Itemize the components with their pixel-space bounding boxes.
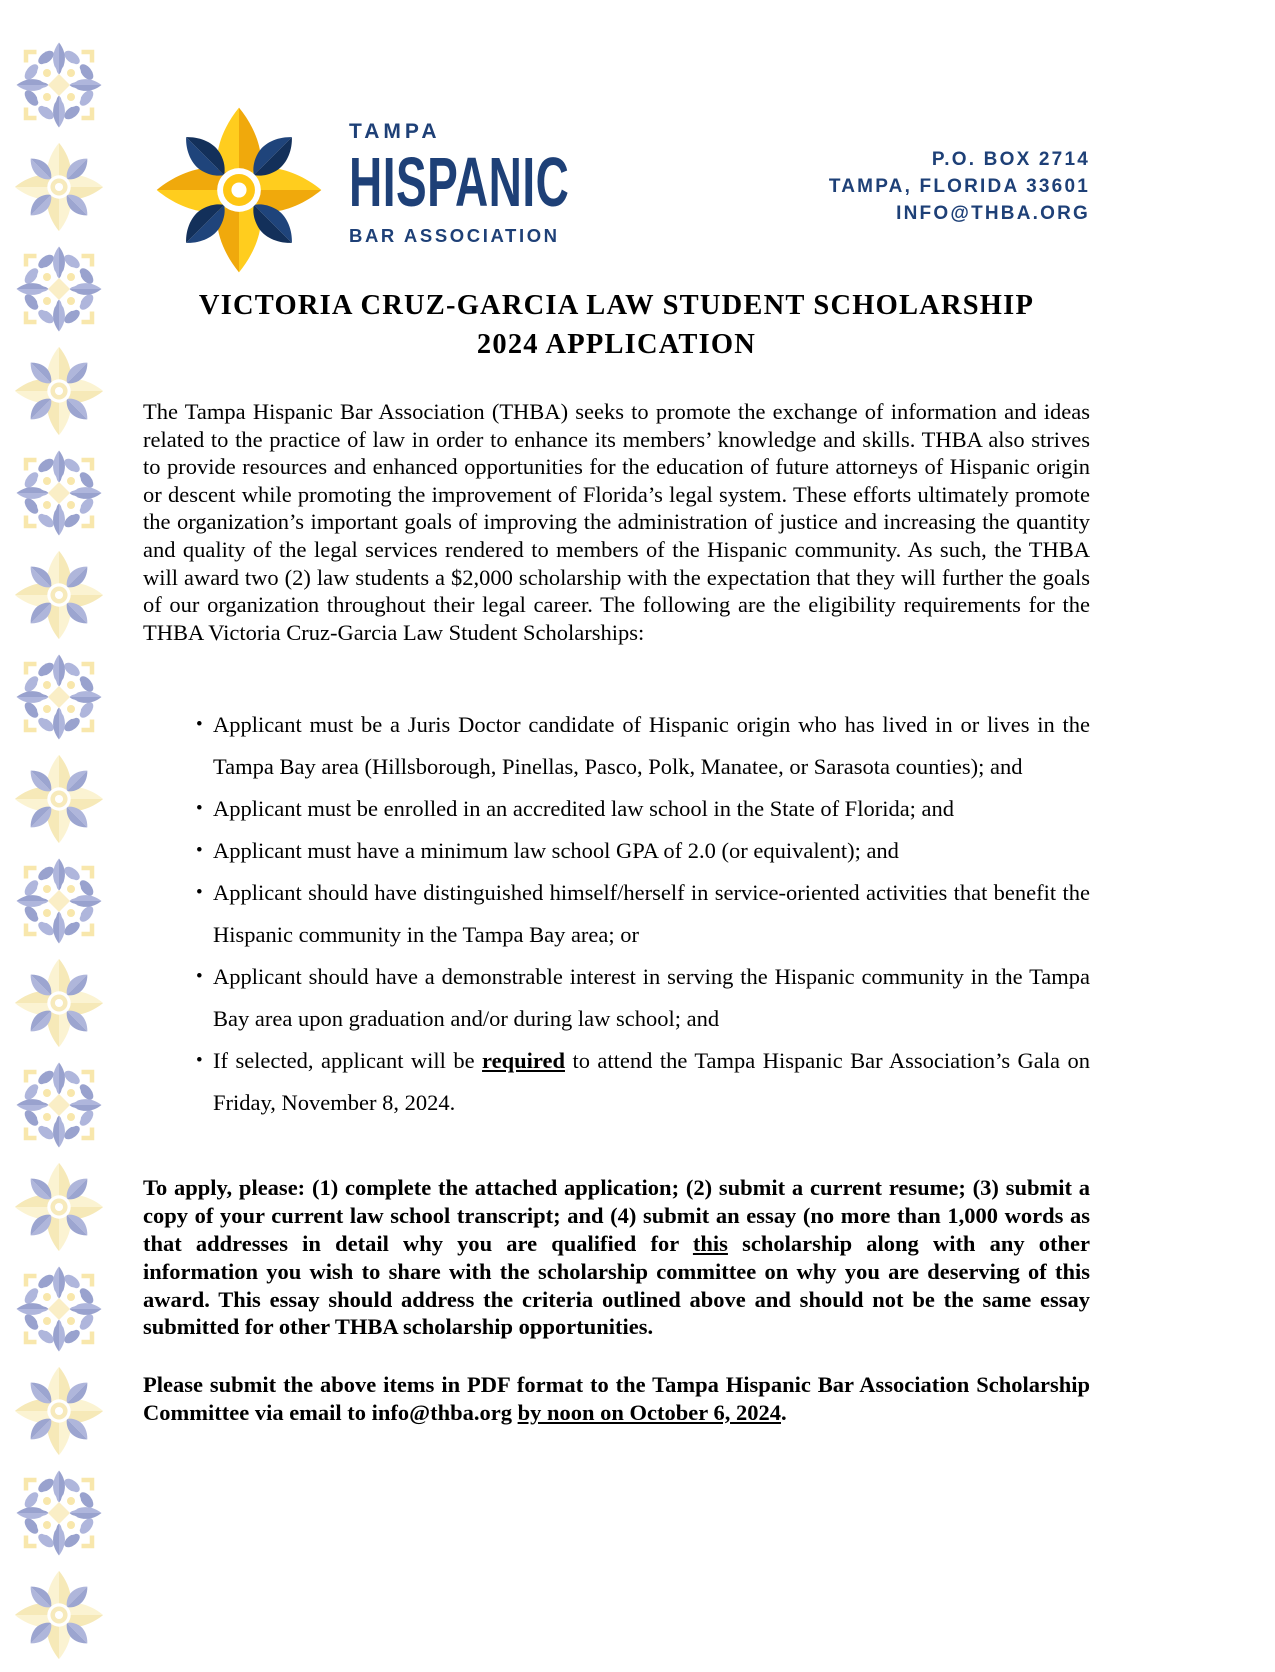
tile-flower-icon xyxy=(14,652,104,742)
logo-hispanic: HISPANIC xyxy=(349,141,570,221)
contact-po-box: P.O. BOX 2714 xyxy=(931,149,1090,170)
submit-text: Please submit the above items in PDF format to the Tampa Hispanic Bar Association Scholarship Committee via email to info@thba.org xyxy=(143,1372,1090,1425)
bullet-text: Applicant must be a Juris Doctor candidate of Hispanic origin who has lived in or lives in the Tampa Bay area (Hillsborough, Pinellas, Pasco, Polk, Manatee, or Sarasota counties); and xyxy=(213,712,1090,780)
petal-flower-icon xyxy=(14,346,104,436)
contact-email: INFO@THBA.ORG xyxy=(896,203,1090,224)
tile-flower-icon xyxy=(14,40,104,130)
intro-paragraph: The Tampa Hispanic Bar Association (THBA) seeks to promote the exchange of information and ideas related to the practice of law in order to enhance its members’ knowledge and skills. THBA also strives to provide resources and enhanced opportunities for the education of future attorneys of Hispanic origin or descent while promoting the improvement of Florida’s legal system. These efforts ultimately promote the organization’s important goals of improving the administration of justice and increasing the quantity and quality of the legal services rendered to members of the Hispanic community. As such, the THBA will award two (2) law students a $2,000 scholarship with the expectation that they will further the goals of our organization throughout their legal career. The following are the eligibility requirements for the THBA Victoria Cruz-Garcia Law Student Scholarships: xyxy=(143,399,1090,645)
tile-flower-icon xyxy=(14,856,104,946)
list-item xyxy=(196,830,1090,872)
eligibility-list xyxy=(143,704,1090,1124)
petal-flower-icon xyxy=(14,958,104,1048)
logo-wordmark xyxy=(349,120,569,247)
apply-paragraph xyxy=(143,1174,1090,1341)
bullet-text: Applicant should have distinguished himself/herself in service-oriented activities that benefit the Hispanic community in the Tampa Bay area; or xyxy=(213,880,1090,948)
deadline-emphasis: by noon on October 6, 2024 xyxy=(517,1399,781,1425)
title-line-1: VICTORIA CRUZ-GARCIA LAW STUDENT SCHOLARSHIP xyxy=(198,290,1035,321)
decorative-border xyxy=(14,40,104,1672)
tile-flower-icon xyxy=(14,1468,104,1558)
list-item xyxy=(196,788,1090,830)
submit-paragraph xyxy=(143,1371,1090,1427)
title-line-2: 2024 APPLICATION xyxy=(476,329,757,360)
petal-flower-icon xyxy=(14,754,104,844)
contact-block xyxy=(829,146,1090,227)
submit-text: . xyxy=(781,1399,787,1425)
bullet-text: Applicant should have a demonstrable interest in serving the Hispanic community in the Tampa Bay area upon graduation and/or during law school; and xyxy=(213,964,1090,1032)
petal-flower-icon xyxy=(14,1366,104,1456)
petal-flower-icon xyxy=(14,142,104,232)
flower-logo-icon xyxy=(155,106,323,274)
letterhead xyxy=(143,0,1090,270)
petal-flower-icon xyxy=(14,1162,104,1252)
list-item xyxy=(196,872,1090,956)
document-title xyxy=(143,286,1090,364)
bullet-text: If selected, applicant will be xyxy=(213,1048,483,1074)
tile-flower-icon xyxy=(14,448,104,538)
list-item xyxy=(196,704,1090,788)
logo-hispanic-wrap xyxy=(349,141,570,221)
bullet-text: Applicant must have a minimum law school GPA of 2.0 (or equivalent); and xyxy=(213,838,899,864)
petal-flower-icon xyxy=(14,1570,104,1660)
tile-flower-icon xyxy=(14,244,104,334)
list-item xyxy=(196,1040,1090,1124)
this-emphasis: this xyxy=(692,1230,728,1256)
list-item xyxy=(196,956,1090,1040)
bullet-text: Applicant must be enrolled in an accredited law school in the State of Florida; and xyxy=(213,796,955,822)
apply-text: scholarship along with any other information you wish to share with the scholarship committee on why you are deserving of this award. This essay should address the criteria outlined above and should not be the same essay submitted for other THBA scholarship opportunities. xyxy=(143,1230,1090,1340)
bullet-text: to attend the Tampa Hispanic Bar Association’s Gala on Friday, November 8, 2024. xyxy=(213,1048,1090,1116)
tile-flower-icon xyxy=(14,1264,104,1354)
logo-tampa: TAMPA xyxy=(349,120,441,143)
tile-flower-icon xyxy=(14,1060,104,1150)
logo-bar-association: BAR ASSOCIATION xyxy=(349,225,560,246)
document-content xyxy=(143,0,1090,1427)
apply-text: To apply, please: (1) complete the attached application; (2) submit a current resume; (3) submit a copy of your current law school transcript; and (4) submit an essay (no more than 1,000 words as that addresses in detail why you are qualified for xyxy=(143,1175,1090,1256)
petal-flower-icon xyxy=(14,550,104,640)
required-emphasis: required xyxy=(482,1048,565,1074)
contact-city: TAMPA, FLORIDA 33601 xyxy=(828,176,1090,197)
